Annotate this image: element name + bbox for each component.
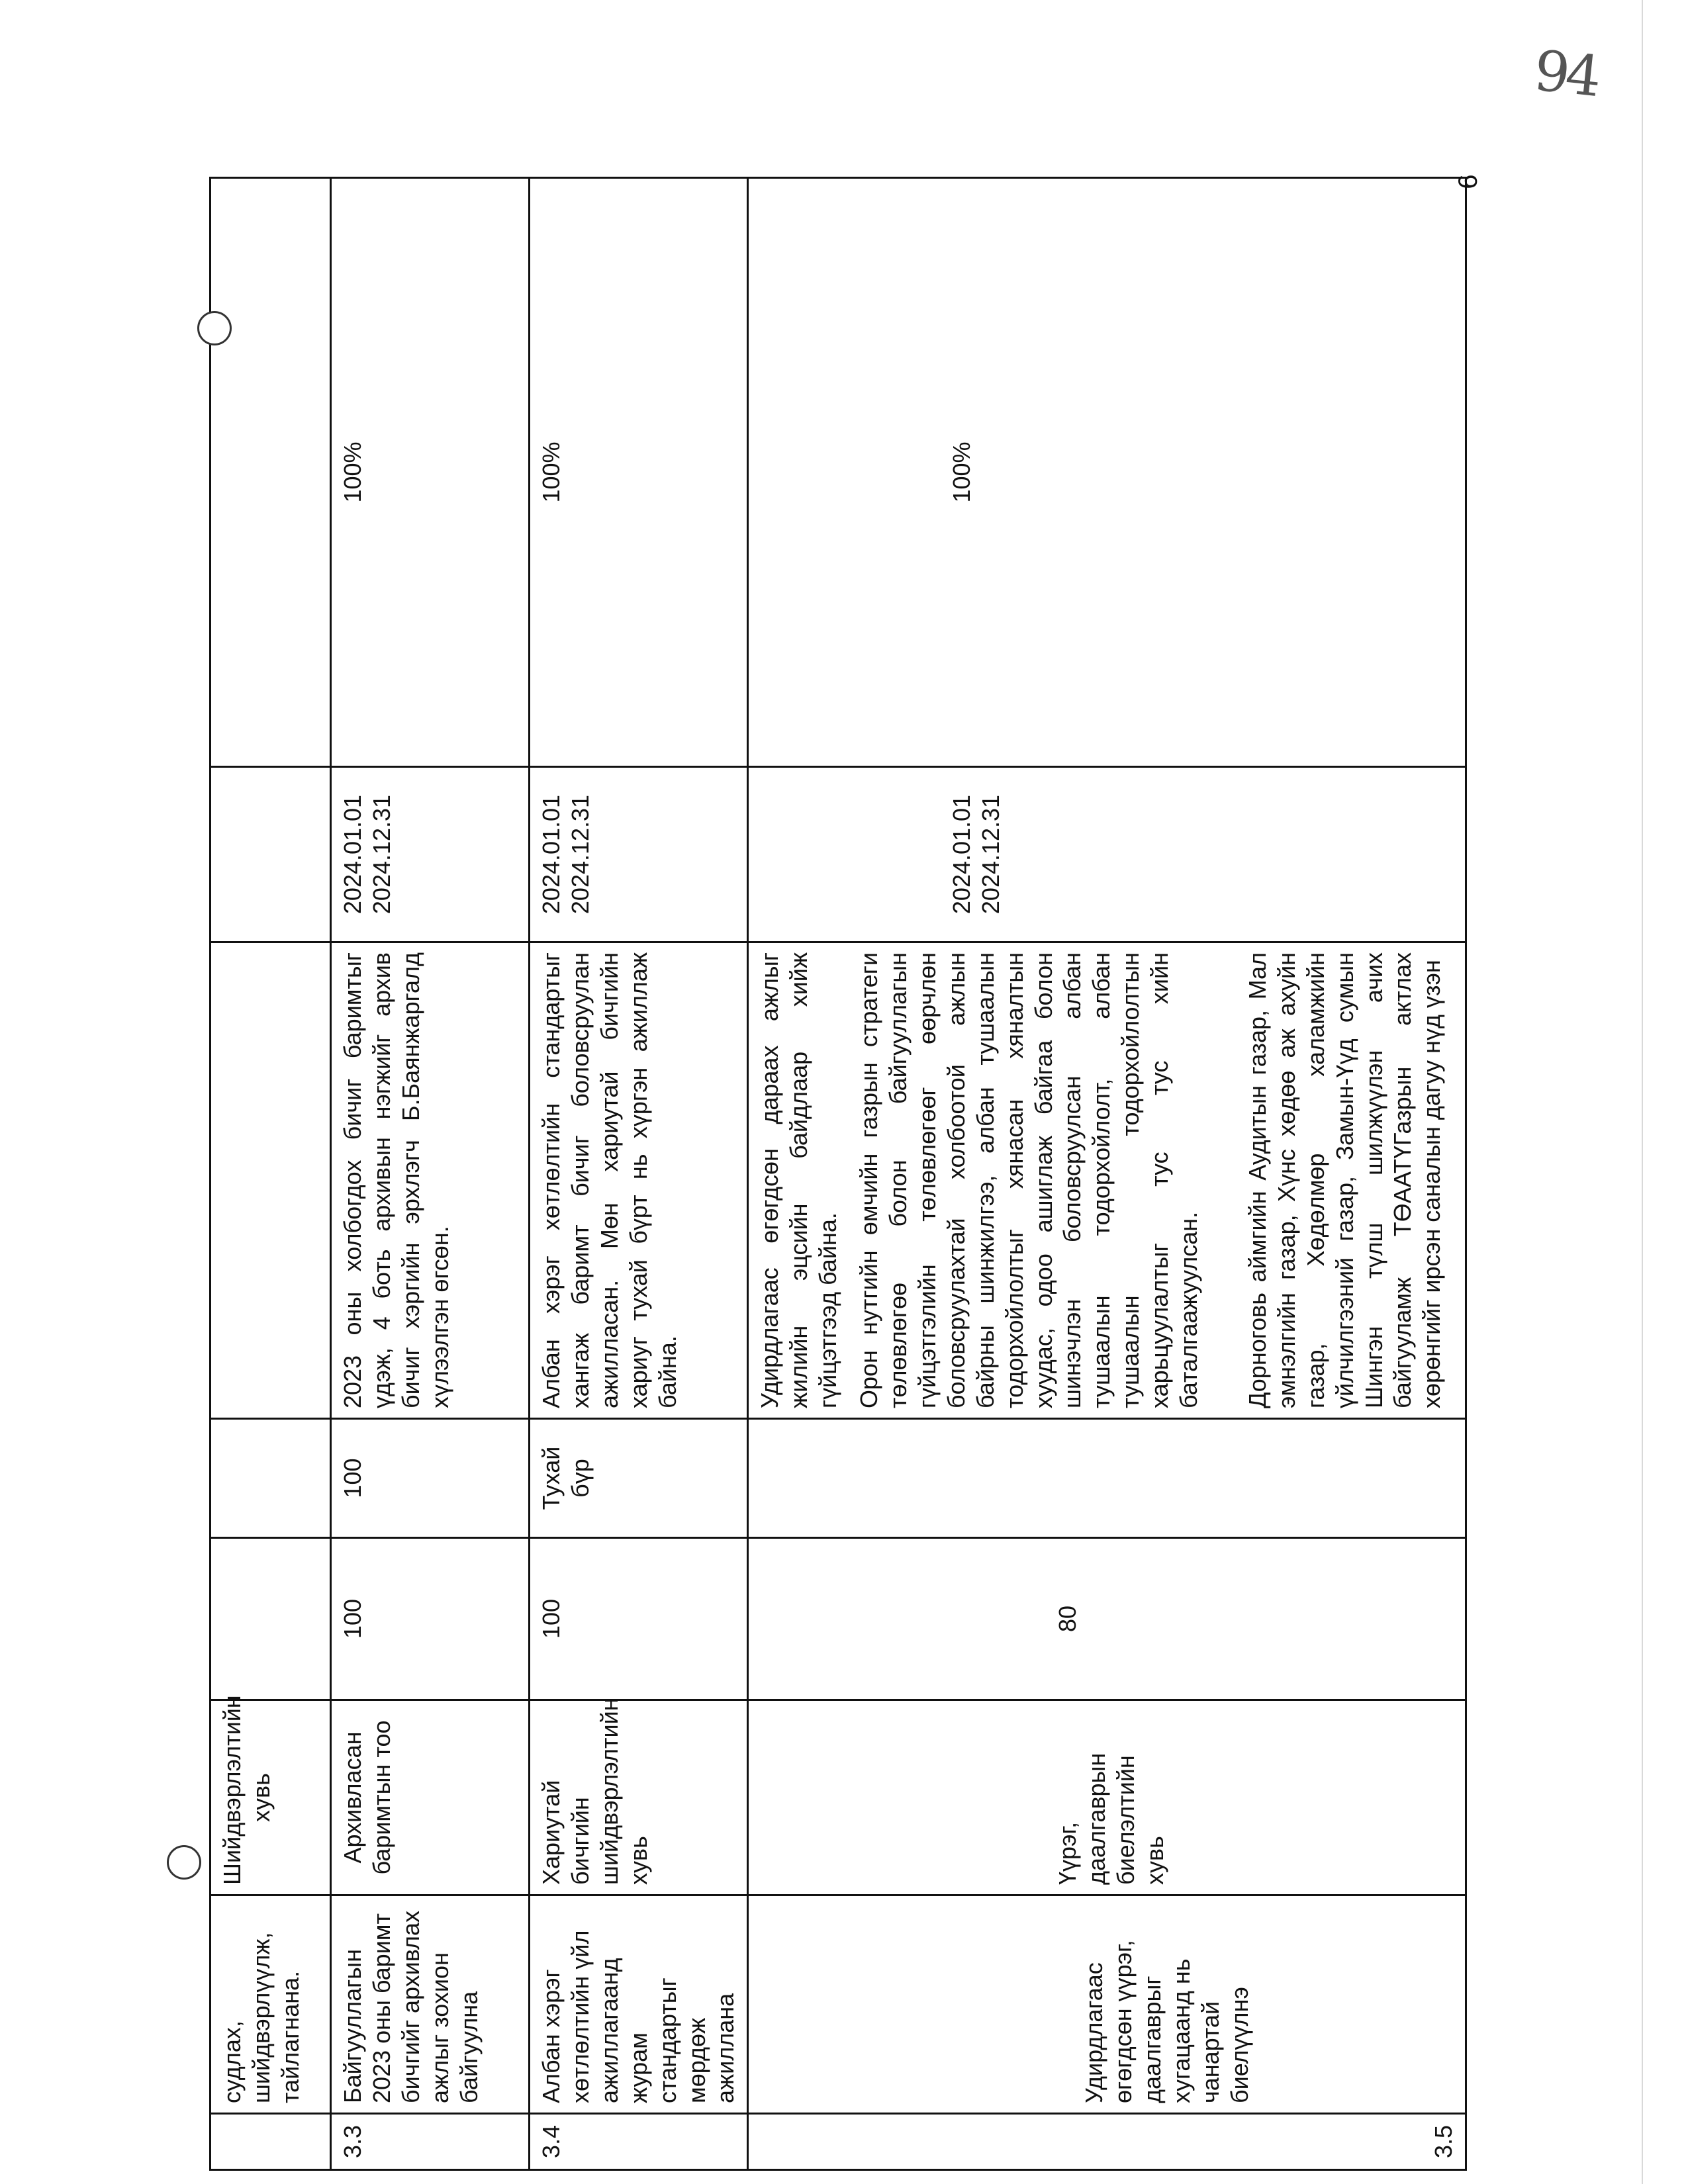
date-cell: [748, 767, 1466, 942]
report-cell: [331, 942, 530, 1419]
continued-goal-cell: судлах, шийдвэрлүүлж, тайлагнана.: [211, 1895, 331, 2114]
task-cell: Байгууллагын 2023 оны баримт бичгийг архивлах ажлыг зохион байгуулна: [331, 1895, 530, 2114]
cell-percent-header: [211, 178, 331, 767]
punch-hole: [197, 311, 232, 345]
performance-table: [209, 177, 1467, 2171]
date-start: 2024.01.01: [339, 794, 366, 915]
date-start: 2024.01.01: [948, 794, 976, 915]
date-end: 2024.12.31: [566, 794, 594, 915]
indicator-header: Шийдвэрлэлтийн хувь: [211, 1700, 331, 1895]
percent-cell: 100%: [748, 178, 1466, 767]
task-cell: Удирдлагаас өгөгдсөн үүрэг, даалгаврыг хугацаанд нь чанартай биелүүлнэ: [748, 1895, 1466, 2114]
report-paragraph: Орон нутгийн өмчийн газрын стратеги төлөвлөгөө болон байгууллагын гүйцэтгэлийн төлөвлөгөөг өөрчлөн боловсруулахтай холбоотой ажлын байрны шинжилгээ, албан тушаалын тодорхойлолтыг хянасан хяналтын хуудас, одоо ашиглаж байгаа болон шинэчлэн боловсруулсан албан тушаалын тодорхойлолт, албан тушаалын тодорхойлолтын харьцуулалтыг тус тус хийн баталгаажуулсан.: [855, 952, 1203, 1408]
baseline-cell: 80: [748, 1538, 1466, 1700]
indicator-cell: Үүрэг, даалгаврын биелэлтийн хувь: [748, 1700, 1466, 1895]
row-number: 3.3: [331, 2114, 530, 2170]
table-header-row: [211, 178, 331, 2170]
report-paragraph: Удирдлагаас өгөгдсөн дараах ажлыг жилийн эцсийн байдлаар хийж гүйцэтгээд байна.: [756, 952, 842, 1408]
indicator-cell: Архивласан баримтын тоо: [331, 1700, 530, 1895]
report-cell: [530, 942, 748, 1419]
percent-cell: 100%: [530, 178, 748, 767]
date-end: 2024.12.31: [977, 794, 1005, 915]
page-number: 9: [1452, 174, 1482, 189]
report-paragraph: Дорноговь аймгийн Аудитын газар, Мал эмнэлгийн газар, Хүнс хөдөө аж ахуйн газар, Хөдөлмөр халамжийн үйлчилгээний газар, Замын-Үүд сумын Шингэн түлш шилжүүлэн ачих байгууламж ТӨААТҮГазрын актлах хөрөнгийг ирсэн саналын дагуу нүд үзэн: [1243, 952, 1446, 1408]
baseline-cell: 100: [331, 1538, 530, 1700]
handwritten-page-number: 94: [1531, 38, 1601, 109]
date-cell: [331, 767, 530, 942]
table-row: [748, 178, 1466, 2170]
baseline-cell: 100: [530, 1538, 748, 1700]
table-row: [331, 178, 530, 2170]
rotated-table: [209, 179, 1458, 2171]
indicator-cell: Хариутай бичгийн шийдвэрлэлтийн хувь: [530, 1700, 748, 1895]
percent-cell: 100%: [331, 178, 530, 767]
report-cell: [748, 942, 1466, 1419]
punch-hole: [167, 1845, 201, 1880]
row-number: 3.4: [530, 2114, 748, 2170]
target-cell: Тухай бүр: [530, 1419, 748, 1538]
report-table-frame: [209, 179, 1458, 2171]
table-row: [530, 178, 748, 2170]
row-number: 3.5: [748, 2114, 1466, 2170]
cell-baseline-header: [211, 1538, 331, 1700]
cell-target-header: [211, 1419, 331, 1538]
target-cell: 100: [331, 1419, 530, 1538]
cell-date-header: [211, 767, 331, 942]
date-start: 2024.01.01: [538, 794, 565, 915]
cell-report-header: [211, 942, 331, 1419]
date-end: 2024.12.31: [367, 794, 395, 915]
scan-edge-line: [1642, 0, 1643, 2184]
date-cell: [530, 767, 748, 942]
report-paragraph: 2023 оны холбогдох бичиг баримтыг үдэж, 4 боть архивын нэгжийг архив бичиг хэргийн эрхлэгч Б.Баянжаргалд хүлээлгэн өгсөн.: [339, 952, 453, 1408]
task-cell: Албан хэрэг хөтлөлтийн үйл ажиллагаанд журам стандартыг мөрдөж ажиллана: [530, 1895, 748, 2114]
report-paragraph: Албан хэрэг хөтлөлтийн стандартыг хангаж баримт бичиг боловсруулан ажилласан. Мөн хариутай бичгийн хариуг тухай бүрт нь хүргэн ажиллаж байна.: [538, 952, 681, 1408]
cell-no-header: [211, 2114, 331, 2170]
target-cell: [748, 1419, 1466, 1538]
